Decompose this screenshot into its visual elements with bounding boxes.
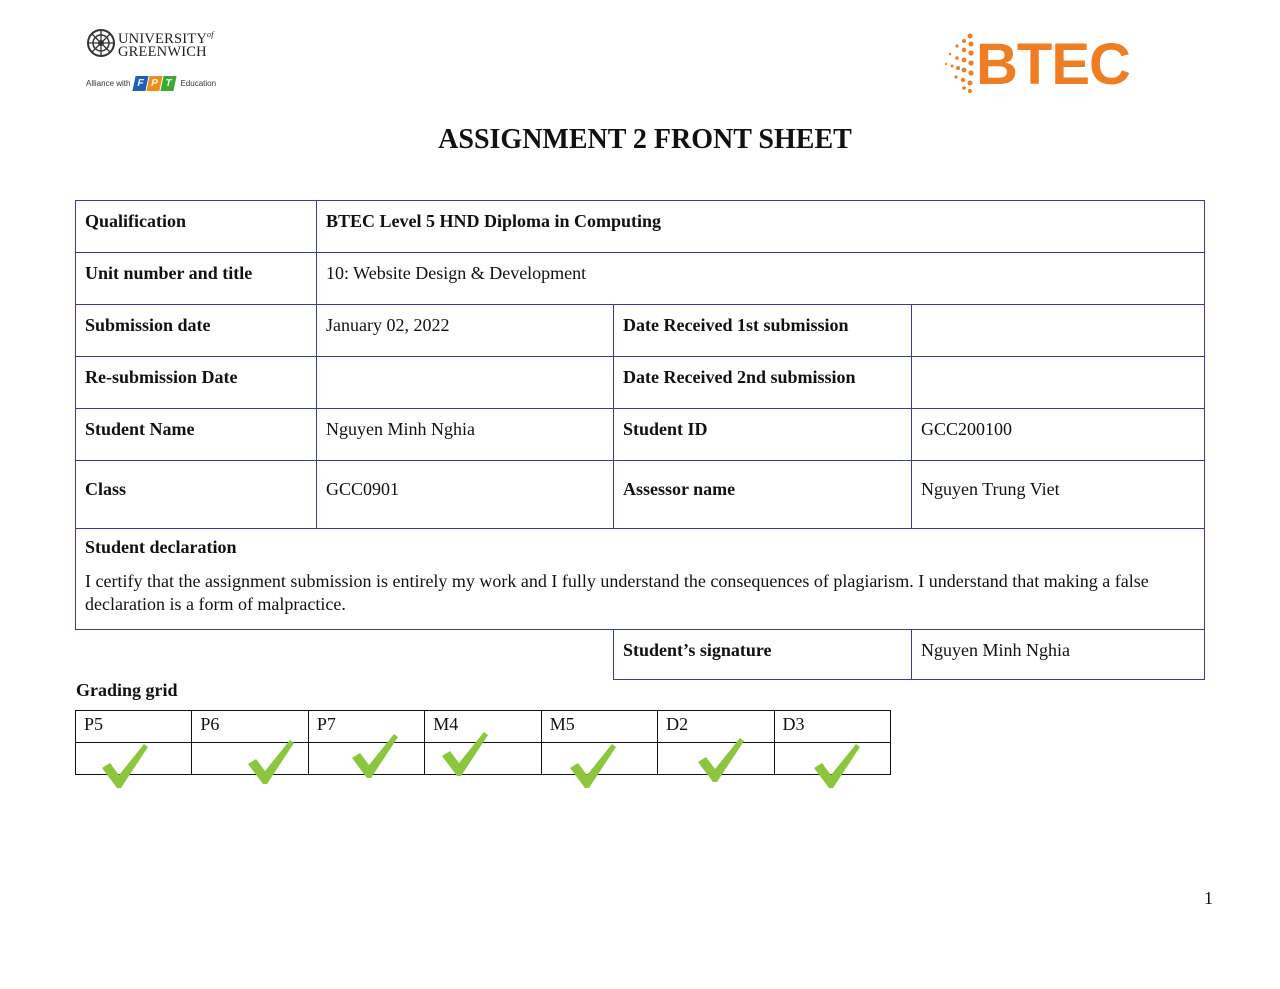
btec-logo: BTEC [976,32,1130,97]
signature-label: Student’s signature [614,630,912,680]
check-icon [246,738,296,786]
check-icon [100,742,150,790]
qualification-label: Qualification [76,201,317,253]
declaration-text: I certify that the assignment submission is entirely my work and I fully understand the consequences of plagiarism. I understand that making a false declaration is a form of malpractice. [85,571,1149,614]
fpt-letter-t: T [161,76,177,91]
criterion-d2: D2 [658,711,774,743]
check-icon [350,732,400,780]
university-logo-text: $UNIVERSITY^{of}$ GREENWICH [118,30,214,60]
signature-spacer [76,630,614,680]
criterion-m5: M5 [541,711,657,743]
submission-date-label: Submission date [76,305,317,357]
student-name-value: Nguyen Minh Nghia [317,409,614,461]
check-icon [696,736,746,784]
signature-value: Nguyen Minh Nghia [912,630,1205,680]
unit-value: 10: Website Design & Development [317,253,1205,305]
check-icon [440,730,490,778]
alliance-text: Alliance with [86,78,131,88]
date-received-1-value [912,305,1205,357]
student-id-value: GCC200100 [912,409,1205,461]
criterion-p7: P7 [308,711,424,743]
resubmission-date-label: Re-submission Date [76,357,317,409]
fpt-letter-f: F [133,76,149,91]
check-icon [568,742,618,790]
btec-dots-icon [942,32,976,94]
date-received-2-value [912,357,1205,409]
date-received-1-label: Date Received 1st submission [614,305,912,357]
student-declaration [76,529,1205,630]
check-icon [812,742,862,790]
criterion-m4: M4 [425,711,541,743]
declaration-label: Student declaration [85,537,237,557]
student-id-label: Student ID [614,409,912,461]
assessor-value: Nguyen Trung Viet [912,461,1205,529]
university-crest-icon [86,28,116,58]
page-number: 1 [1204,888,1213,908]
fpt-letter-p: P [147,76,163,91]
resubmission-date-value [317,357,614,409]
criterion-p5: P5 [76,711,192,743]
student-name-label: Student Name [76,409,317,461]
unit-label: Unit number and title [76,253,317,305]
criterion-d3: D3 [774,711,890,743]
education-text: Education [180,78,217,88]
assessor-label: Assessor name [614,461,912,529]
criterion-p6: P6 [192,711,308,743]
qualification-value: BTEC Level 5 HND Diploma in Computing [317,201,1205,253]
grading-grid-label: Grading grid [76,680,178,700]
assignment-info-table [75,200,1205,680]
class-value: GCC0901 [317,461,614,529]
date-received-2-label: Date Received 2nd submission [614,357,912,409]
submission-date-value: January 02, 2022 [317,305,614,357]
page-title: ASSIGNMENT 2 FRONT SHEET [438,124,852,155]
fpt-alliance-logo [86,72,216,94]
class-label: Class [76,461,317,529]
